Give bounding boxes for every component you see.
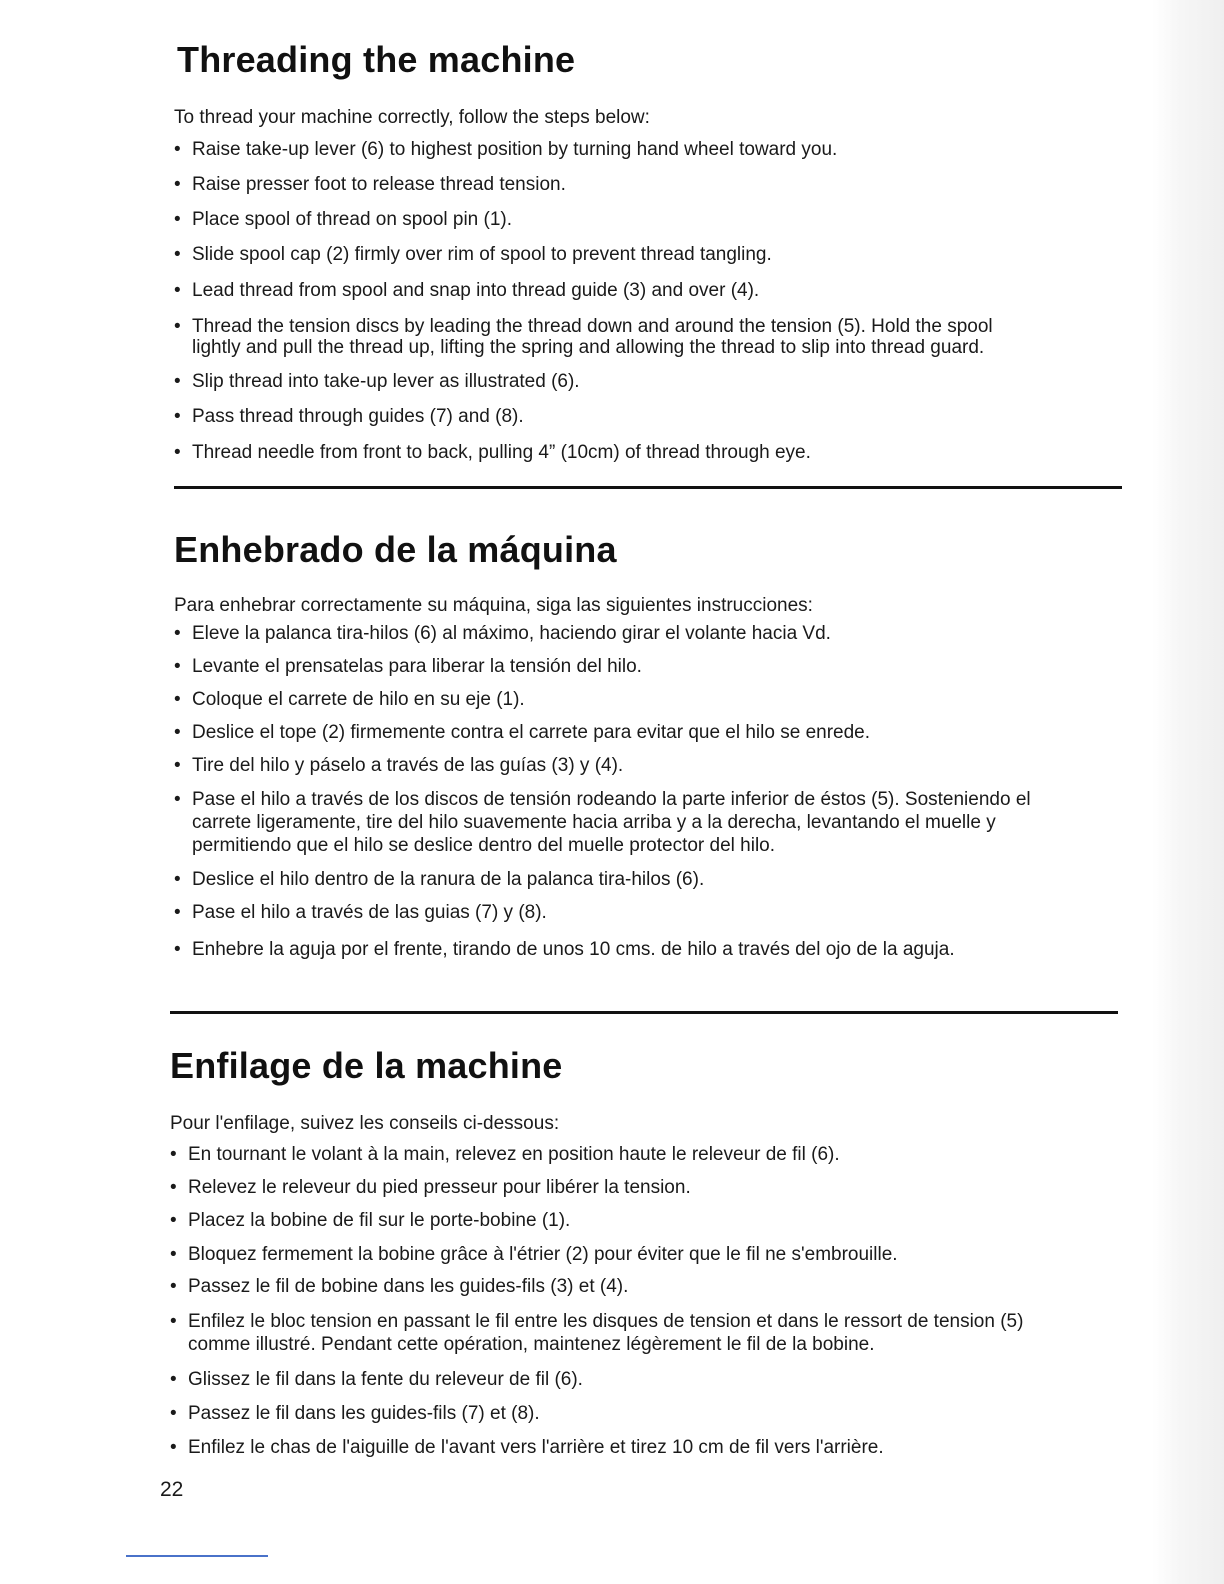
step-list-english <box>174 139 1044 463</box>
list-item: • Passez le fil dans les guides-fils (7) et (8). <box>170 1403 1075 1424</box>
list-item: • Tire del hilo y páselo a través de las guías (3) y (4). <box>174 755 1046 776</box>
step-list-french <box>170 1144 1075 1458</box>
section-french <box>170 1046 1075 1458</box>
list-item: • Enhebre la aguja por el frente, tirando de unos 10 cms. de hilo a través del ojo de la aguja. <box>174 939 1046 960</box>
list-item: • Coloque el carrete de hilo en su eje (1). <box>174 689 1046 710</box>
page-edge-shadow <box>1152 0 1224 1584</box>
list-item: • En tournant le volant à la main, relevez en position haute le releveur de fil (6). <box>170 1144 1075 1165</box>
section-title-spanish: Enhebrado de la máquina <box>174 529 617 570</box>
list-item: • Thread the tension discs by leading the thread down and around the tension (5). Hold the spool lightly and pull the thread up, lifting the spring and allowing the thread to slip into thread guard. <box>174 316 1044 358</box>
list-item: • Enfilez le chas de l'aiguille de l'avant vers l'arrière et tirez 10 cm de fil vers l'arrière. <box>170 1437 1075 1458</box>
section-intro-french: Pour l'enfilage, suivez les conseils ci-dessous: <box>170 1113 560 1134</box>
list-item: • Passez le fil de bobine dans les guides-fils (3) et (4). <box>170 1276 1075 1297</box>
section-spanish <box>174 530 1064 960</box>
list-item: • Deslice el hilo dentro de la ranura de la palanca tira-hilos (6). <box>174 869 1046 890</box>
section-title-english: Threading the machine <box>177 39 576 80</box>
list-item: • Raise presser foot to release thread tension. <box>174 174 1044 195</box>
page-number: 22 <box>160 1478 184 1501</box>
list-item: • Bloquez fermement la bobine grâce à l'étrier (2) pour éviter que le fil ne s'embrouille. <box>170 1244 1075 1265</box>
list-item: • Glissez le fil dans la fente du releveur de fil (6). <box>170 1369 1075 1390</box>
list-item: • Place spool of thread on spool pin (1). <box>174 209 1044 230</box>
list-item: • Enfilez le bloc tension en passant le fil entre les disques de tension et dans le ressort de tension (5) comme illustré. Pendant cette opération, maintenez légèrement le fil de la bobine. <box>170 1310 1075 1356</box>
list-item: • Raise take-up lever (6) to highest position by turning hand wheel toward you. <box>174 139 1044 160</box>
section-title-french: Enfilage de la machine <box>170 1045 563 1086</box>
list-item: • Thread needle from front to back, pulling 4” (10cm) of thread through eye. <box>174 442 1044 463</box>
list-item: • Deslice el tope (2) firmemente contra el carrete para evitar que el hilo se enrede. <box>174 722 1046 743</box>
list-item: • Lead thread from spool and snap into thread guide (3) and over (4). <box>174 280 1044 301</box>
list-item: • Slip thread into take-up lever as illustrated (6). <box>174 371 1044 392</box>
section-intro-spanish: Para enhebrar correctamente su máquina, siga las siguientes instrucciones: <box>174 595 813 616</box>
step-list-spanish <box>174 623 1046 960</box>
section-divider <box>170 1011 1118 1014</box>
list-item: • Relevez le releveur du pied presseur pour libérer la tension. <box>170 1177 1075 1198</box>
list-item: • Pass thread through guides (7) and (8). <box>174 406 1044 427</box>
list-item: • Slide spool cap (2) firmly over rim of spool to prevent thread tangling. <box>174 244 1044 265</box>
list-item: • Placez la bobine de fil sur le porte-bobine (1). <box>170 1210 1075 1231</box>
list-item: • Levante el prensatelas para liberar la tensión del hilo. <box>174 656 1046 677</box>
list-item: • Eleve la palanca tira-hilos (6) al máximo, haciendo girar el volante hacia Vd. <box>174 623 1046 644</box>
list-item: • Pase el hilo a través de los discos de tensión rodeando la parte inferior de éstos (5). Sosteniendo el carrete ligeramente, tire del hilo suavemente hacia arriba y a la derecha, levantando el muelle y permitiendo que el hilo se deslice dentro del muelle protector del hilo. <box>174 788 1046 857</box>
section-intro-english: To thread your machine correctly, follow the steps below: <box>174 107 650 128</box>
list-item: • Pase el hilo a través de las guias (7) y (8). <box>174 902 1046 923</box>
scan-artifact-line <box>126 1555 268 1557</box>
section-divider <box>174 486 1122 489</box>
section-english <box>174 39 1057 463</box>
